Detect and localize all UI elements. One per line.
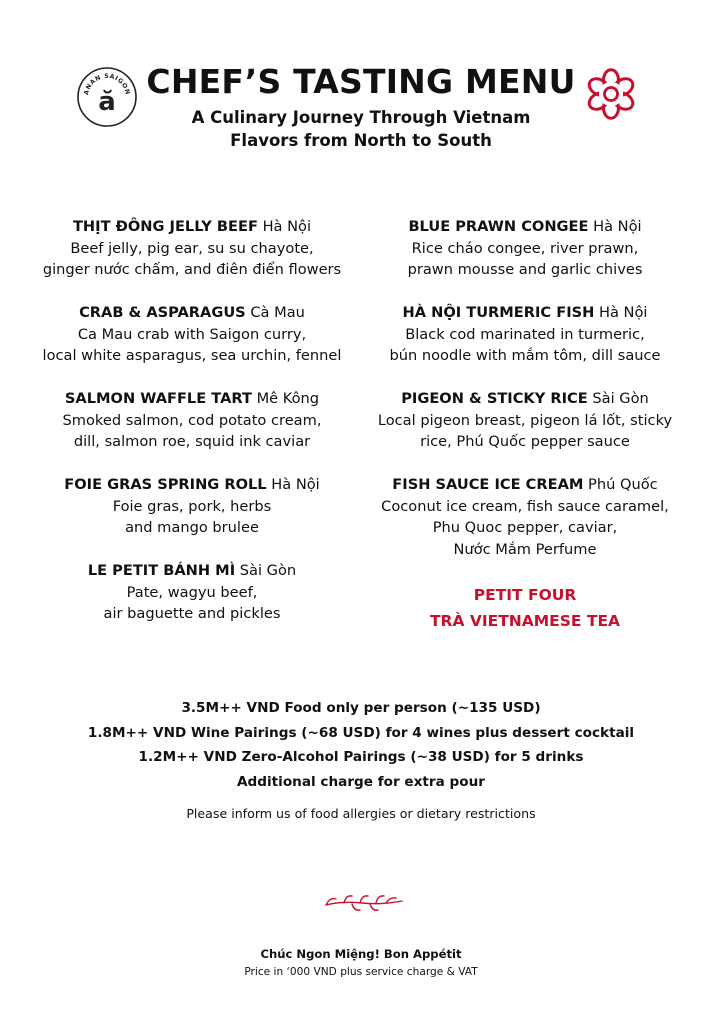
- dish-description: Coconut ice cream, fish sauce caramel,: [381, 497, 669, 515]
- dish-description: ginger nước chấm, and điên điển flowers: [42, 261, 342, 278]
- dish-description: Phu Quoc pepper, caviar,: [432, 519, 618, 536]
- dish-description: prawn mousse and garlic chives: [407, 261, 643, 278]
- menu-extras: [360, 582, 690, 634]
- price-line: 1.8M++ VND Wine Pairings (~68 USD) for 4 wines plus dessert cocktail: [87, 724, 635, 741]
- dish-origin: Mê Kông: [256, 390, 320, 407]
- bon-appetit-greeting: Chúc Ngon Miệng! Bon Appétit: [260, 947, 462, 961]
- dish-description: Pate, wagyu beef,: [126, 583, 258, 601]
- logo-letter: ă: [98, 87, 116, 117]
- dish-origin: Hà Nội: [262, 218, 312, 235]
- menu-title: CHEF’S TASTING MENU: [146, 62, 576, 101]
- pricing-block: [0, 696, 722, 794]
- allergy-note: Please inform us of food allergies or dietary restrictions: [186, 806, 536, 821]
- menu-dish: [360, 216, 690, 281]
- dish-name: CRAB & ASPARAGUS: [79, 304, 246, 321]
- menu-dish: [22, 388, 362, 453]
- menu-dish: [360, 302, 690, 367]
- dish-name: FISH SAUCE ICE CREAM: [392, 476, 584, 493]
- dish-name: THỊT ĐÔNG JELLY BEEF: [72, 218, 258, 235]
- dish-description: Ca Mau crab with Saigon curry,: [77, 325, 307, 343]
- dish-name: SALMON WAFFLE TART: [64, 390, 252, 407]
- price-line: 3.5M++ VND Food only per person (~135 USD): [181, 700, 541, 716]
- dish-description: and mango brulee: [125, 519, 259, 536]
- flourish-icon: [322, 891, 406, 915]
- dish-description: Black cod marinated in turmeric,: [405, 325, 645, 343]
- dish-description: bún noodle with mắm tôm, dill sauce: [389, 347, 661, 364]
- dish-origin: Cà Mau: [250, 304, 305, 321]
- dish-description: Foie gras, pork, herbs: [112, 497, 272, 515]
- dish-origin: Hà Nội: [271, 476, 320, 493]
- anan-saigon-logo: [76, 66, 138, 128]
- dish-description: Local pigeon breast, pigeon lá lốt, sticky: [377, 411, 673, 429]
- menu-dish: [22, 216, 362, 281]
- dish-description: Rice cháo congee, river prawn,: [411, 239, 639, 257]
- dish-description: Smoked salmon, cod potato cream,: [62, 411, 322, 429]
- vietnamese-tea-label: TRÀ VIETNAMESE TEA: [429, 611, 621, 630]
- menu-subtitle: A Culinary Journey Through Vietnam: [191, 108, 531, 127]
- dish-origin: Hà Nội: [599, 304, 648, 321]
- menu-right-column: [360, 216, 690, 634]
- dish-origin: Hà Nội: [593, 218, 642, 235]
- dish-name: FOIE GRAS SPRING ROLL: [64, 476, 267, 493]
- dish-origin: Sài Gòn: [239, 562, 297, 579]
- dish-name: LE PETIT BÁNH MÌ: [87, 562, 236, 579]
- price-note: Price in ‘000 VND plus service charge & VAT: [244, 966, 478, 978]
- petit-four-label: PETIT FOUR: [473, 585, 577, 604]
- menu-dish: [22, 302, 362, 367]
- dish-description: Beef jelly, pig ear, su su chayote,: [70, 239, 314, 257]
- logo-arc-text: ANAN SAIGON: [83, 72, 131, 96]
- menu-dish: [360, 474, 690, 560]
- menu-dish: [360, 388, 690, 453]
- dish-description: rice, Phú Quốc pepper sauce: [420, 433, 630, 450]
- dish-name: PIGEON & STICKY RICE: [401, 390, 588, 407]
- menu-dish: [22, 474, 362, 539]
- dish-origin: Phú Quốc: [588, 476, 658, 493]
- dish-name: HÀ NỘI TURMERIC FISH: [402, 304, 595, 321]
- menu-dish: [22, 560, 362, 625]
- dish-description: Nước Mắm Perfume: [453, 540, 597, 558]
- dish-name: BLUE PRAWN CONGEE: [408, 218, 589, 235]
- price-line: Additional charge for extra pour: [237, 773, 485, 790]
- menu-subtitle-2: Flavors from North to South: [230, 131, 492, 150]
- menu-left-column: [22, 216, 362, 646]
- dish-description: local white asparagus, sea urchin, fennel: [42, 347, 342, 364]
- dish-description: air baguette and pickles: [103, 605, 281, 622]
- price-line: 1.2M++ VND Zero-Alcohol Pairings (~38 USD) for 5 drinks: [138, 749, 584, 765]
- dish-description: dill, salmon roe, squid ink caviar: [73, 433, 311, 450]
- michelin-star-icon: [583, 66, 639, 122]
- dish-origin: Sài Gòn: [592, 390, 649, 407]
